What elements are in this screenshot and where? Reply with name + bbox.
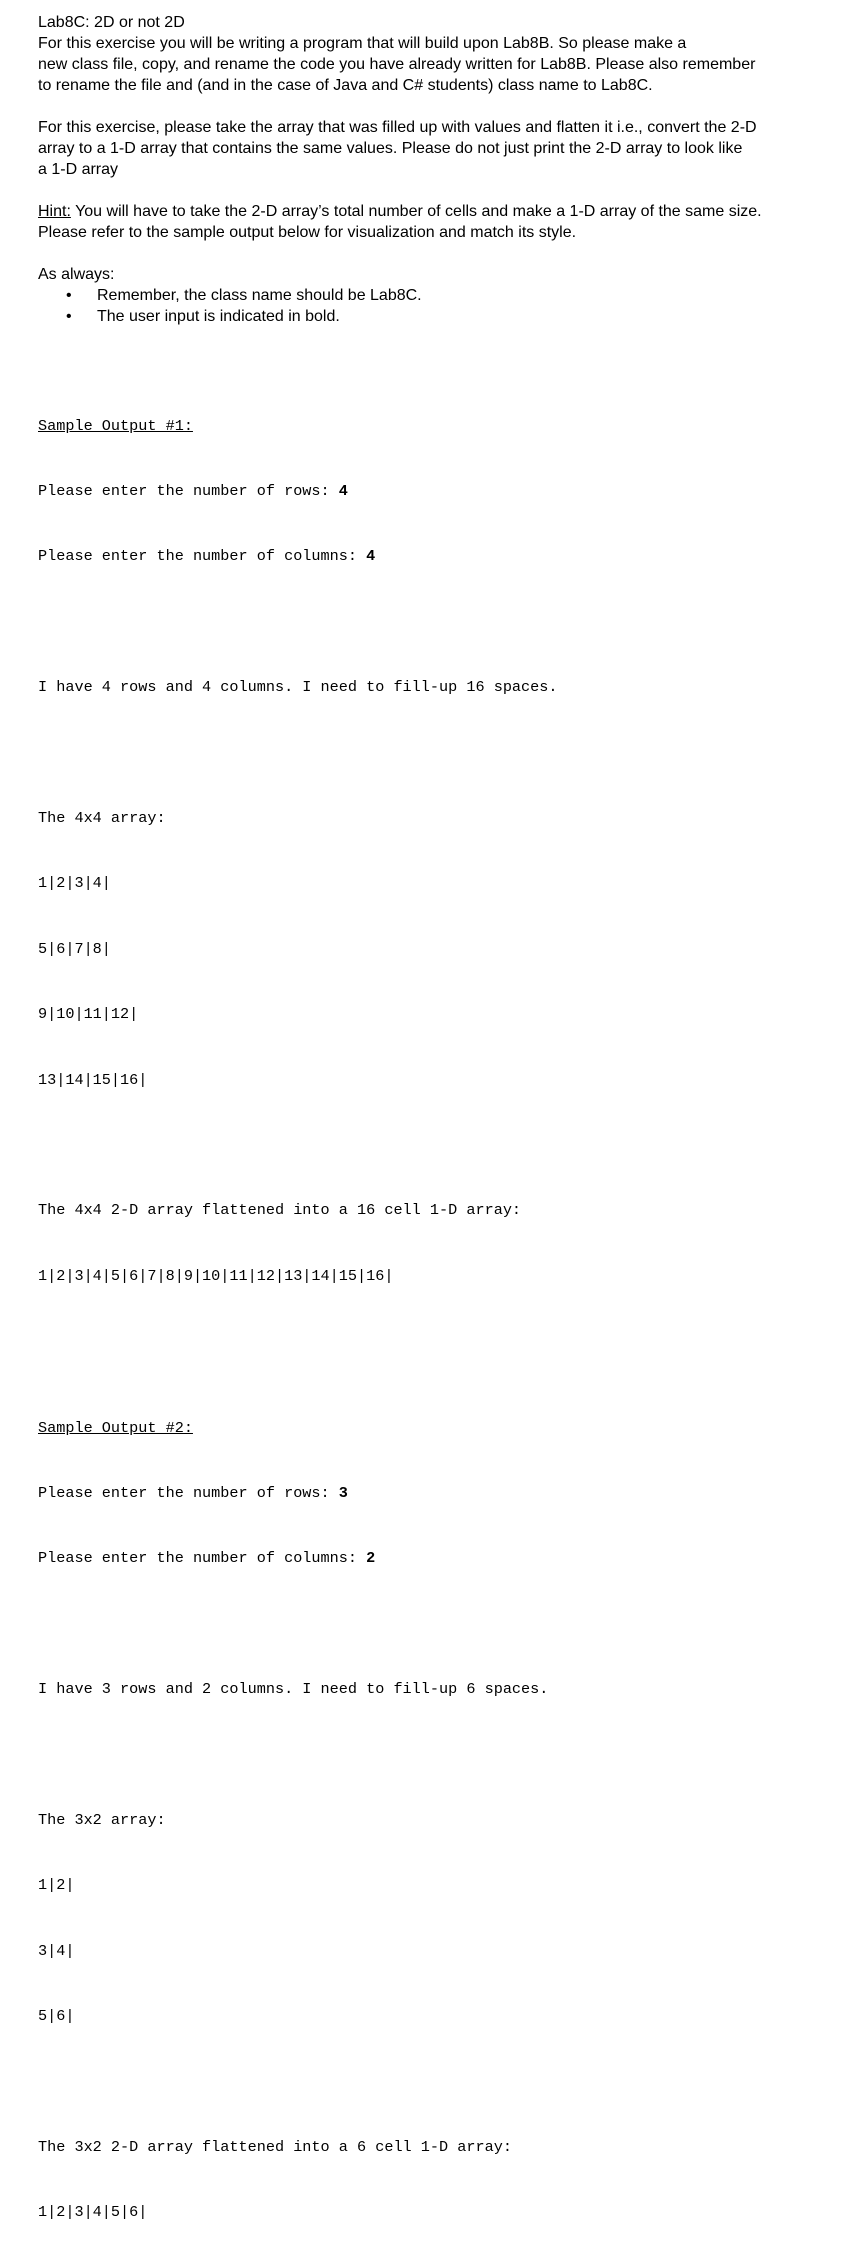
hint-label: Hint: xyxy=(38,203,71,220)
flatten-title: The 3x2 2-D array flattened into a 6 cell 1-D array: xyxy=(38,2137,512,2156)
user-input: 3 xyxy=(338,1484,348,1503)
array-row: 13|14|15|16| xyxy=(38,1070,148,1089)
sample-output-2 xyxy=(38,1374,864,2268)
summary-line: I have 3 rows and 2 columns. I need to fill-up 6 spaces. xyxy=(38,1680,549,1699)
as-always-label: As always: xyxy=(38,266,115,283)
array-row: 9|10|11|12| xyxy=(38,1005,139,1024)
array-row: 1|2| xyxy=(38,1876,75,1895)
prompt-text: Please enter the number of columns: xyxy=(38,547,367,566)
task-line: For this exercise, please take the array that was filled up with values and flatten it i.e., convert the 2-D xyxy=(38,119,757,136)
prompt-text: Please enter the number of columns: xyxy=(38,1549,367,1568)
user-input: 2 xyxy=(366,1549,376,1568)
list-item-text: The user input is indicated in bold. xyxy=(97,308,340,325)
page-title: Lab8C: 2D or not 2D xyxy=(38,14,185,31)
flattened-array: 1|2|3|4|5|6| xyxy=(38,2203,148,2222)
array-row: 5|6|7|8| xyxy=(38,939,111,958)
intro-line: to rename the file and (and in the case of Java and C# students) class name to Lab8C. xyxy=(38,77,653,94)
task-line: a 1-D array xyxy=(38,161,119,178)
prompt-text: Please enter the number of rows: xyxy=(38,481,339,500)
array-row: 3|4| xyxy=(38,1941,75,1960)
prompt-text: Please enter the number of rows: xyxy=(38,1484,339,1503)
reminder-list xyxy=(38,285,864,327)
sample-heading: Sample Output #2: xyxy=(38,1418,193,1437)
hint-line: Please refer to the sample output below for visualization and match its style. xyxy=(38,224,577,241)
lab-document xyxy=(38,12,864,2268)
array-row: 1|2|3|4| xyxy=(38,874,111,893)
hint-paragraph xyxy=(38,201,864,243)
array-row: 5|6| xyxy=(38,2007,75,2026)
task-line: array to a 1-D array that contains the same values. Please do not just print the 2-D array to look like xyxy=(38,140,743,157)
hint-line xyxy=(38,201,864,222)
task-paragraph xyxy=(38,117,864,180)
intro-line: For this exercise you will be writing a program that will build upon Lab8B. So please make a xyxy=(38,35,687,52)
bullet-icon: • xyxy=(66,308,72,325)
hint-text: You will have to take the 2-D array’s total number of cells and make a 1-D array of the same size. xyxy=(70,203,762,220)
user-input: 4 xyxy=(338,481,348,500)
instructions xyxy=(38,12,864,327)
list-item xyxy=(38,306,864,327)
list-item-text: Remember, the class name should be Lab8C. xyxy=(97,287,422,304)
sample-heading: Sample Output #1: xyxy=(38,416,193,435)
intro-paragraph xyxy=(38,33,864,96)
flatten-title: The 4x4 2-D array flattened into a 16 cell 1-D array: xyxy=(38,1201,522,1220)
intro-line: new class file, copy, and rename the code you have already written for Lab8B. Please also remember xyxy=(38,56,756,73)
array-title: The 4x4 array: xyxy=(38,808,166,827)
sample-output-1 xyxy=(38,372,864,1331)
array-title: The 3x2 array: xyxy=(38,1811,166,1829)
bullet-icon: • xyxy=(66,287,72,304)
list-item xyxy=(38,285,864,306)
user-input: 4 xyxy=(366,547,376,566)
summary-line: I have 4 rows and 4 columns. I need to fill-up 16 spaces. xyxy=(38,678,558,697)
flattened-array: 1|2|3|4|5|6|7|8|9|10|11|12|13|14|15|16| xyxy=(38,1266,394,1285)
